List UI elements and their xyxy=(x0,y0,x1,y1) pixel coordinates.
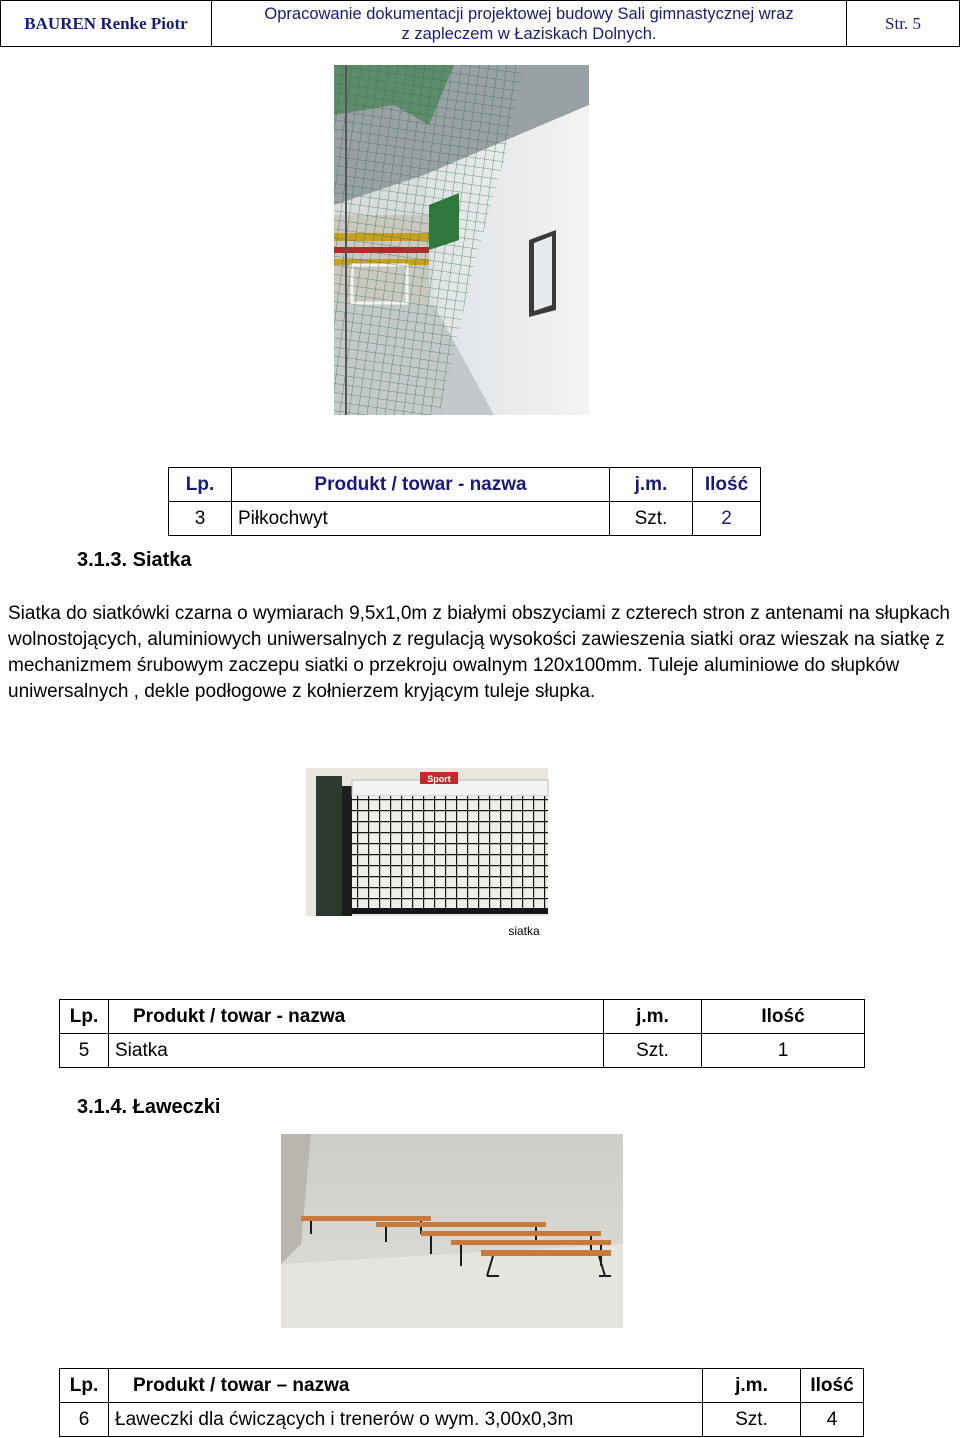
col-qty-header: Ilość xyxy=(801,1369,864,1403)
company-name: BAUREN Renke Piotr xyxy=(1,1,212,47)
page-header xyxy=(0,0,960,47)
col-unit-header: j.m. xyxy=(703,1369,801,1403)
col-lp-header: Lp. xyxy=(60,1000,109,1034)
col-name-header: Produkt / towar – nazwa xyxy=(109,1369,703,1403)
section-number: 3.1.4. xyxy=(77,1096,128,1118)
product-table-1 xyxy=(168,467,761,536)
net-brand-label: Sport xyxy=(427,774,451,784)
benches-image xyxy=(281,1134,623,1328)
section-heading-laweczki xyxy=(77,1096,220,1119)
benches-photo xyxy=(281,1134,623,1328)
table-row xyxy=(169,502,761,536)
document-title-line-2: z zapleczem w Łaziskach Dolnych. xyxy=(401,24,657,43)
row-lp: 6 xyxy=(60,1403,109,1437)
row-name: Piłkochwyt xyxy=(232,502,610,536)
row-qty: 1 xyxy=(702,1034,865,1068)
col-qty-header: Ilość xyxy=(702,1000,865,1034)
section-title: Siatka xyxy=(132,549,192,571)
row-unit: Szt. xyxy=(703,1403,801,1437)
net-image xyxy=(302,766,552,946)
row-name: Siatka xyxy=(109,1034,604,1068)
ball-catch-net-image xyxy=(334,65,589,415)
section-number: 3.1.3. xyxy=(77,549,128,571)
page-number: Str. 5 xyxy=(847,1,960,47)
net-caption: siatka xyxy=(508,924,540,938)
col-unit-header: j.m. xyxy=(604,1000,702,1034)
table-header-row xyxy=(60,1369,864,1403)
document-title xyxy=(212,1,847,47)
table-row xyxy=(60,1034,865,1068)
product-table-3 xyxy=(59,1368,864,1437)
document-title-line-1: Opracowanie dokumentacji projektowej budowy Sali gimnastycznej wraz xyxy=(264,4,794,23)
net-photo xyxy=(302,766,552,946)
table-header-row xyxy=(169,468,761,502)
col-name-header: Produkt / towar - nazwa xyxy=(109,1000,604,1034)
row-unit: Szt. xyxy=(604,1034,702,1068)
row-unit: Szt. xyxy=(610,502,693,536)
product-table-2 xyxy=(59,999,865,1068)
col-name-header: Produkt / towar - nazwa xyxy=(232,468,610,502)
section-heading-siatka xyxy=(77,549,192,572)
col-qty-header: Ilość xyxy=(693,468,761,502)
row-lp: 5 xyxy=(60,1034,109,1068)
col-lp-header: Lp. xyxy=(60,1369,109,1403)
description-paragraph: Siatka do siatkówki czarna o wymiarach 9,5x1,0m z białymi obszyciami z czterech stron z antenami na słupkach wolnostojących, aluminiowych uniwersalnych z regulacją wysokości zawieszenia siatki oraz wieszak na siatkę z mechanizmem śrubowym zaczepu siatki o przekroju owalnym 120x100mm. Tuleje aluminiowe do słupków uniwersalnych , dekle podłogowe z kołnierzem kryjącym tuleje słupka. xyxy=(8,603,950,702)
table-row xyxy=(60,1403,864,1437)
table-header-row xyxy=(60,1000,865,1034)
row-qty: 2 xyxy=(693,502,761,536)
section-title: Ławeczki xyxy=(132,1096,221,1118)
row-name: Ławeczki dla ćwiczących i trenerów o wym. 3,00x0,3m xyxy=(109,1403,703,1437)
ball-catch-net-photo xyxy=(334,65,589,415)
row-lp: 3 xyxy=(169,502,232,536)
col-lp-header: Lp. xyxy=(169,468,232,502)
row-qty: 4 xyxy=(801,1403,864,1437)
col-unit-header: j.m. xyxy=(610,468,693,502)
